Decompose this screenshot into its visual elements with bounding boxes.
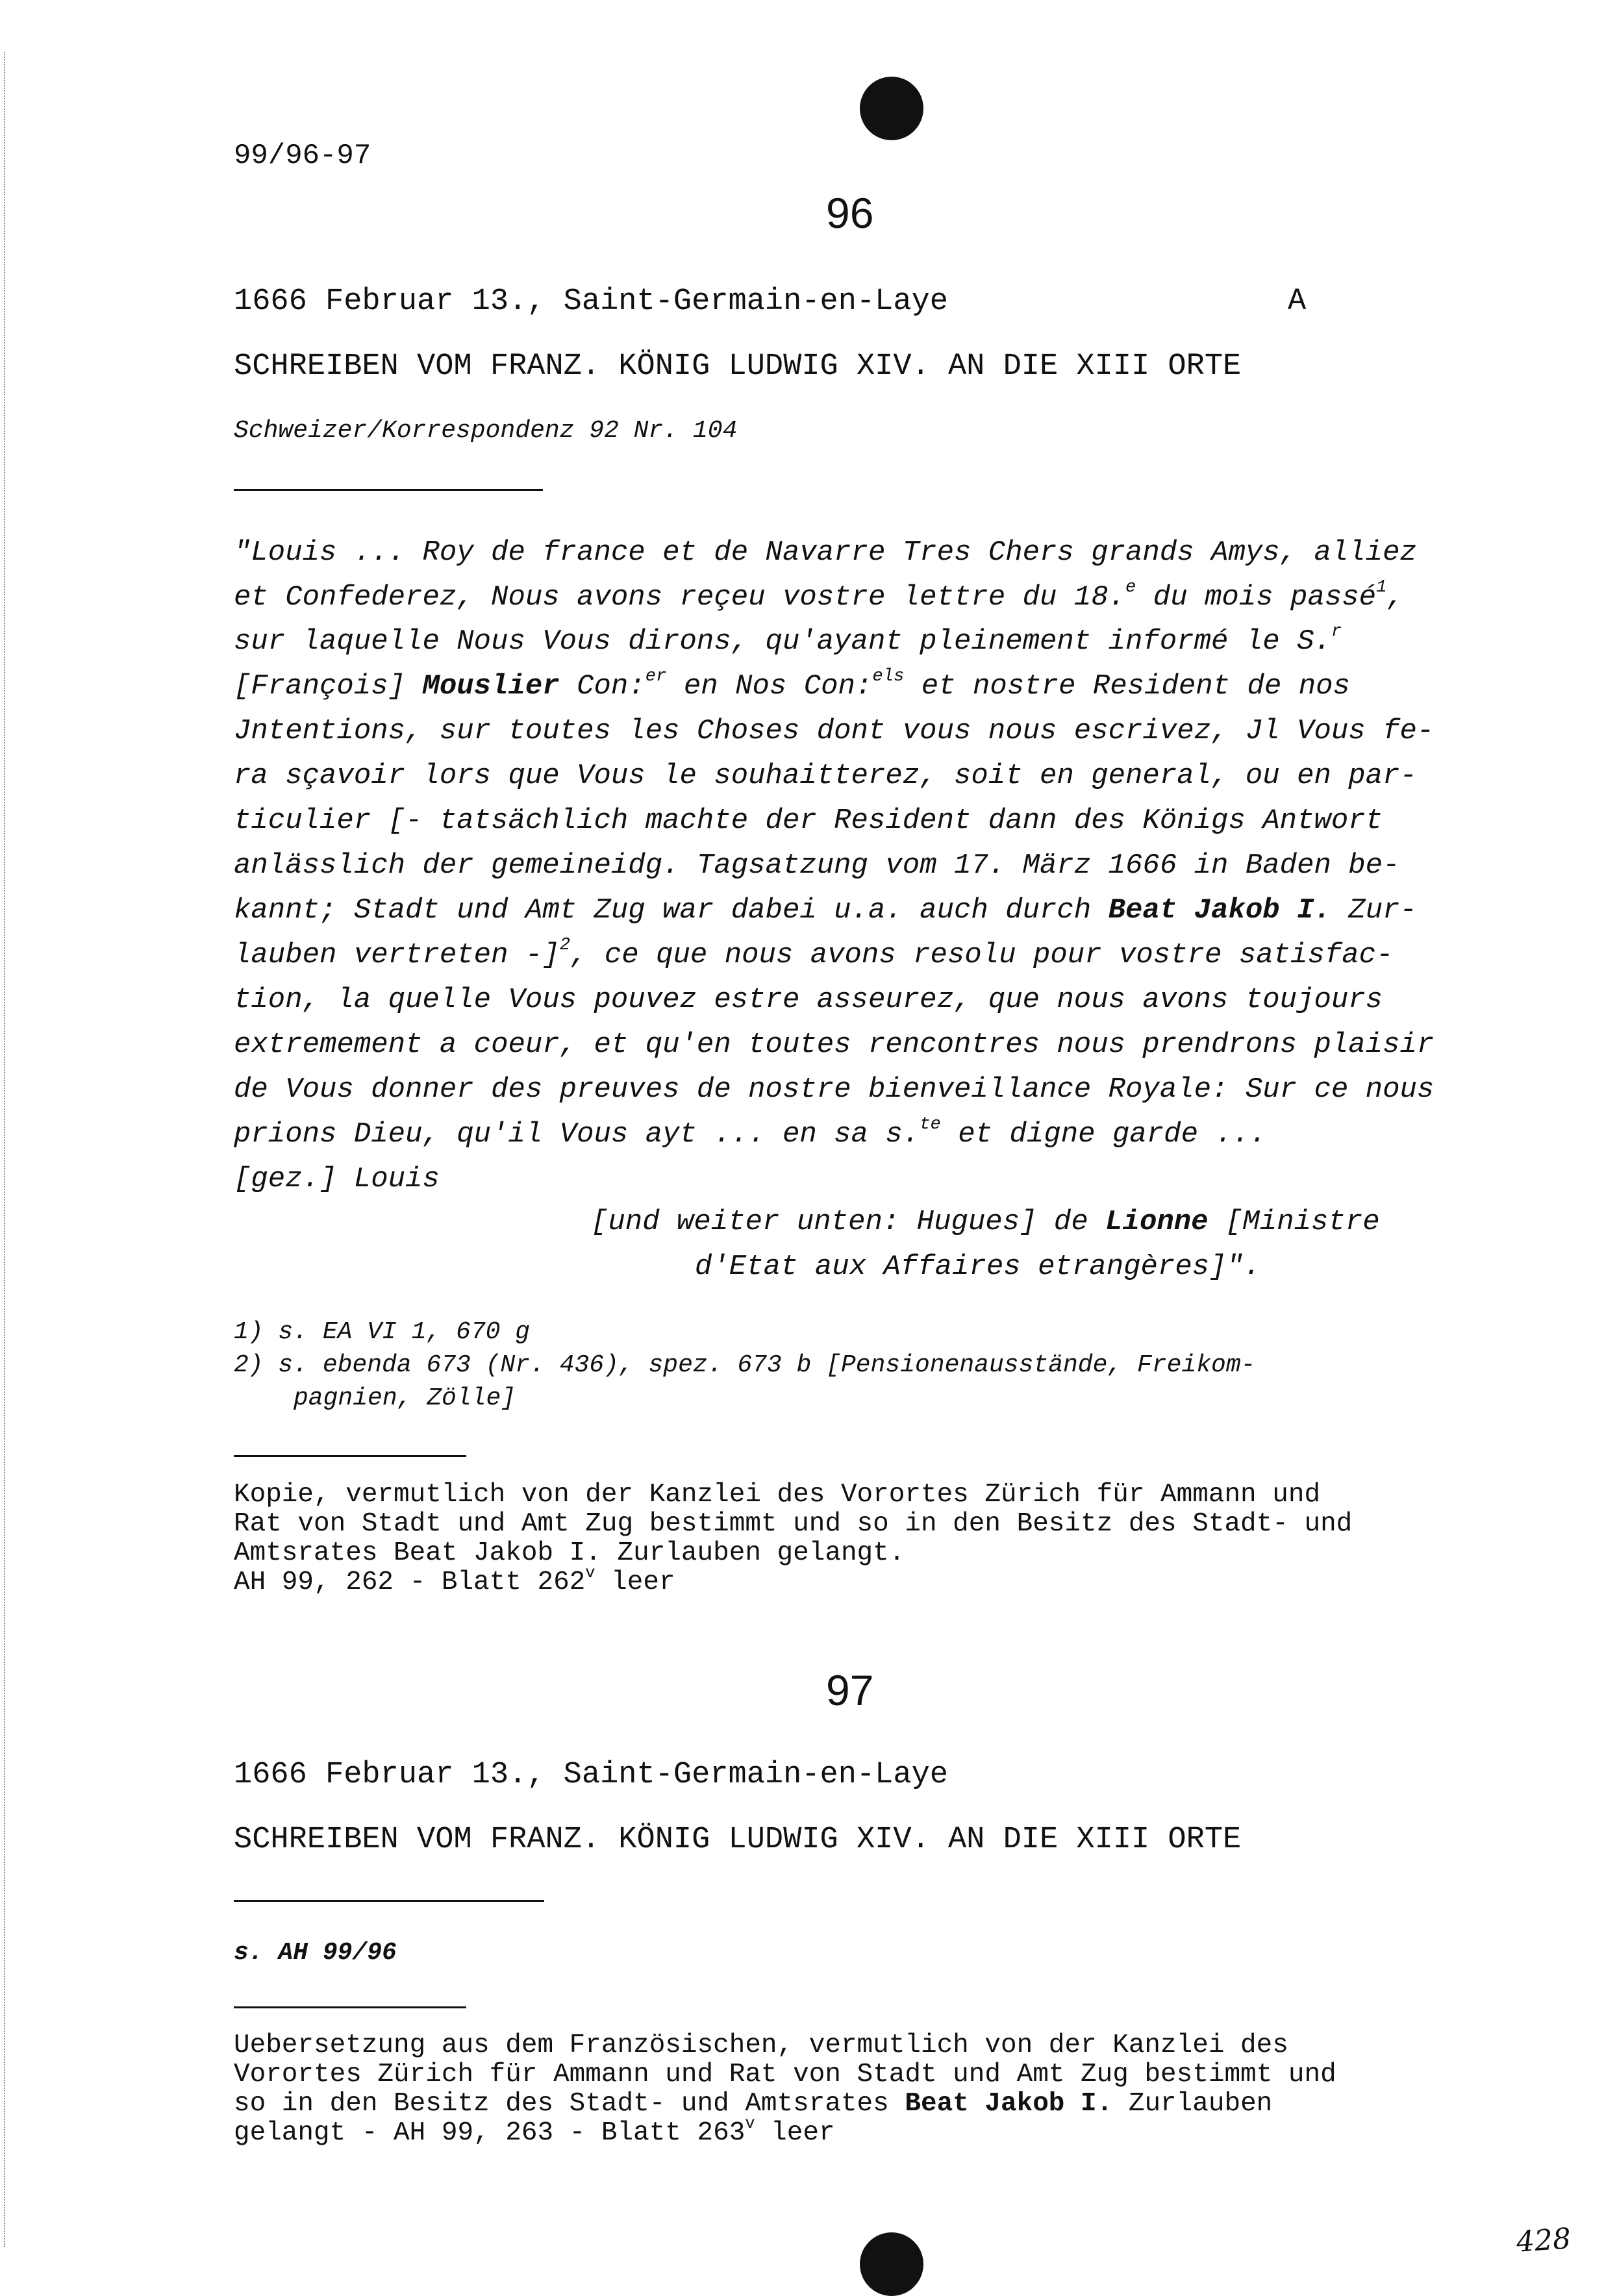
doc96-source: Schweizer/Korrespondenz 92 Nr. 104 [234,417,738,445]
text-line: extremement a coeur, et qu'en toutes rencontres nous prendrons plaisir [234,1029,1435,1061]
doc96-title: SCHREIBEN VOM FRANZ. KÖNIG LUDWIG XIV. AN DIE XIII ORTE [234,349,1242,384]
scan-edge [4,52,9,2247]
signature-line: [gez.] Louis [234,1163,440,1195]
note-line: so in den Besitz des Stadt- und Amtsrates Beat Jakob I. Zurlauben [234,2089,1273,2119]
footnote-1: 1) s. EA VI 1, 670 g [234,1318,531,1346]
text-line: kannt; Stadt und Amt Zug war dabei u.a. auch durch Beat Jakob I. Zur- [234,894,1417,927]
doc97-title: SCHREIBEN VOM FRANZ. KÖNIG LUDWIG XIV. AN DIE XIII ORTE [234,1823,1242,1857]
doc96-date-place: 1666 Februar 13., Saint-Germain-en-Laye [234,284,948,319]
handwritten-page-number: 428 [1515,2222,1572,2259]
text-line: de Vous donner des preuves de nostre bienveillance Royale: Sur ce nous [234,1073,1435,1106]
punch-hole-bottom [860,2232,923,2296]
text-line: prions Dieu, qu'il Vous ayt ... en sa s.$^{te}$ et digne garde ... [234,1114,1267,1151]
text-line: ticulier [- tatsächlich machte der Resident dann des Königs Antwort [234,805,1383,837]
countersignature-line: [und weiter unten: Hugues] de Lionne [Ministre [591,1206,1380,1238]
note-line: AH 99, 262 - Blatt 262$^v$ leer [234,1563,675,1597]
divider [234,2006,466,2008]
document-number-96: 96 [826,189,874,237]
text-line: ra sçavoir lors que Vous le souhaitterez, soit en general, ou en par- [234,760,1417,792]
footnote-2: 2) s. ebenda 673 (Nr. 436), spez. 673 b [Pensionenausstände, Freikom- [234,1351,1256,1379]
note-line: Amtsrates Beat Jakob I. Zurlauben gelangt. [234,1538,905,1568]
divider [234,1455,466,1457]
note-line: Kopie, vermutlich von der Kanzlei des Vorortes Zürich für Ammann und [234,1480,1321,1510]
text-line: tion, la quelle Vous pouvez estre asseurez, que nous avons toujours [234,984,1383,1016]
reference-code: 99/96-97 [234,140,371,172]
text-line: et Confederez, Nous avons reçeu vostre lettre du 18.$^e$ du mois passé$^1$, [234,577,1404,614]
text-line: Jntentions, sur toutes les Choses dont vous nous escrivez, Jl Vous fe- [234,715,1435,747]
countersignature-line: d'Etat aux Affaires etrangères]". [695,1251,1261,1283]
doc97-date-place: 1666 Februar 13., Saint-Germain-en-Laye [234,1758,948,1792]
doc97-reference: s. AH 99/96 [234,1939,397,1967]
footnote-2-continued: pagnien, Zölle] [294,1384,516,1412]
note-line: Uebersetzung aus dem Französischen, vermutlich von der Kanzlei des [234,2030,1288,2060]
note-line: Rat von Stadt und Amt Zug bestimmt und so in den Besitz des Stadt- und [234,1509,1353,1539]
text-line: "Louis ... Roy de france et de Navarre Tres Chers grands Amys, alliez [234,536,1417,569]
doc96-variant: A [1288,284,1307,319]
text-line: anlässlich der gemeineidg. Tagsatzung vom 17. März 1666 in Baden be- [234,849,1400,882]
punch-hole-top [860,77,923,140]
divider [234,1900,544,1902]
note-line: Vorortes Zürich für Ammann und Rat von Stadt und Amt Zug bestimmt und [234,2060,1336,2090]
text-line: lauben vertreten -]$^2$, ce que nous avons resolu pour vostre satisfac- [234,935,1394,971]
note-line: gelangt - AH 99, 263 - Blatt 263$^v$ leer [234,2114,835,2148]
text-line: sur laquelle Nous Vous dirons, qu'ayant pleinement informé le S.$^r$ [234,621,1342,658]
divider [234,489,543,491]
text-line: [François] Mouslier Con:$^{er}$ en Nos Con:$^{els}$ et nostre Resident de nos [234,666,1350,703]
document-number-97: 97 [826,1666,874,1714]
